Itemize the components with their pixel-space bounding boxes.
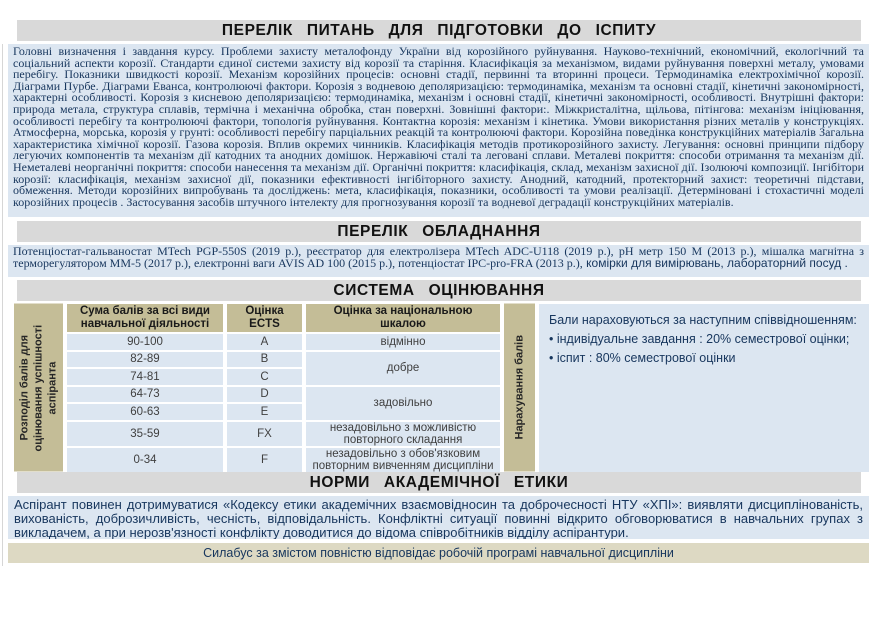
section-title-assessment [17, 280, 861, 301]
section-title-exam-questions [17, 20, 861, 41]
section-title-text: НОРМИ АКАДЕМІЧНОЇ ЕТИКИ [309, 473, 569, 491]
table-cell-range: 64-73 [67, 387, 223, 403]
scoring-item: • іспит : 80% семестрової оцінки [549, 349, 859, 368]
exam-questions-paragraph: Головні визначення і завдання курсу. Проблеми захисту металофонду України від корозійного руйнування. Науково-технічний, економічний, екологічний та соціальний аспекти корозії. Стандарти єдиної системи захисту від корозії та старіння. Класифікація за механізмом, видами руйнування поверхні металу, умовами перебігу. Показники швидкості корозії. Механізм корозійних процесів: основні стадії, первинні та вторинні процеси. Термодинаміка електрохімічної корозії. Діаграми Пурбе. Діаграми Еванса, контролюючі фактори. Корозія з водневою деполяризацією: термодинаміка, механізм та основні стадії, кінетичні закономірності, характерні особливості. Корозія з кисневою деполяризацією: термодинаміка, механізм і основні стадії, кінетичні закономірності, особливості. Внутрішні фактори: природа метала, структура сплавів, термічна і механічна обробка, стан поверхні. Зовнішні фактори:. Міжкристалітна, щільова, пітінгова: механізм ініціювання, особливості перебігу та контролюючі фактори, топологія руйнування. Контактна корозія: механізм і кінетика. Умови використання різних металів у конструкціях. Атмосферна, морська, корозія у грунті: особливості перебігу парціальних реакцій та контролюючі фактори. Корозійна поведінка конструкційних матеріалів Загальна характеристика хімічної корозії. Газова корозія. Вплив окремих чинників. Класифікація методів протикорозійного захисту. Легування: основні принципи підбору легуючих компонентів та механізм дії катодних та анодних домішок. Нержавіючі сталі та леговані сплави. Металеві покриття: способи отримання та механізм дії. Неметалеві неорганічні покриття: способи нанесення та механізм дії. Органічні покриття: класифікація, склад, механізм захисної дії. Ізолюючі композиції. Інгібітори корозії: класифікація, механізм захисної дії, показники ефективності інгібіторного захисту. Анодний, катодний, протекторний захист: теоретичні підстави, обмеження. Методи корозійних випробувань та досліджень: мета, класифікація, показники, особливості та умови реалізації. Детерміновані і стохастичні моделі корозійних процесів . Застосування засобів штучного інтелекту для прогнозування корозії та водневої деградації конструкційних матеріалів. [8, 44, 869, 217]
table-cell-ects: B [227, 352, 302, 368]
section-title-text: ПЕРЕЛІК ОБЛАДНАННЯ [337, 222, 541, 240]
table-cell-ects: A [227, 334, 302, 350]
table-right-vertical-label: Нарахування балів [504, 304, 535, 472]
table-cell-ects: C [227, 369, 302, 385]
table-cell-range: 0-34 [67, 448, 223, 472]
table-cell-range: 74-81 [67, 369, 223, 385]
section-title-text: СИСТЕМА ОЦІНЮВАННЯ [333, 281, 545, 299]
section-title-text: ПЕРЕЛІК ПИТАНЬ ДЛЯ ПІДГОТОВКИ ДО ІСПИТУ [221, 21, 657, 39]
page-left-border [2, 44, 3, 566]
table-cell-range: 60-63 [67, 404, 223, 420]
scoring-item: • індивідуальне завдання : 20% семестрової оцінки; [549, 330, 859, 349]
table-cell-national-scale: незадовільно з можливістю повторного складання [306, 422, 500, 446]
ethics-paragraph: Аспірант повинен дотримуватися «Кодексу етики академічних взаємовідносин та доброчесності НТУ «ХПІ»: виявляти дисциплінованість, вихованість, доброзичливість, чесність, відповідальність. Конфліктні ситуації повинні відкрито обговорюватися в навчальних групах з викладачем, а при нерозв'язності конфлікту доводитися до відома співробітників відділу аспірантури. [8, 496, 869, 539]
table-cell-range: 35-59 [67, 422, 223, 446]
table-cell-ects: D [227, 387, 302, 403]
grading-table [14, 304, 869, 472]
equipment-text-main: Потенціостат-гальваностат MTech PGP-550S (2019 р.), реєстратор для електролізера MTech ADC-U118 (2019 р.), рН метр 150 М (2013 р.), мішалка магнітна з терморегулятором ММ-5 (2017 р.), електронні ваги AVIS AD 100 (2015 р.), потенціостат IPC-pro-FRA (2013 р.), [13, 245, 864, 270]
table-cell-range: 90-100 [67, 334, 223, 350]
table-cell-national-scale: задовільно [306, 387, 500, 420]
equipment-paragraph [8, 245, 869, 277]
table-cell-national-scale: відмінно [306, 334, 500, 350]
scoring-heading: Бали нараховуються за наступним співвідношенням: [549, 313, 857, 327]
column-header-sum: Сума балів за всі види навчальної діяльності [67, 304, 223, 332]
equipment-text-tail: комірки для вимірювань, лабораторний посуд . [582, 255, 848, 270]
section-title-ethics [17, 472, 861, 493]
table-cell-national-scale: добре [306, 352, 500, 385]
column-header-national: Оцінка за національною шкалою [306, 304, 500, 332]
table-cell-ects: F [227, 448, 302, 472]
table-cell-national-scale: незадовільно з обов'язковим повторним вивченням дисципліни [306, 448, 500, 472]
column-header-ects: Оцінка ECTS [227, 304, 302, 332]
section-title-equipment [17, 221, 861, 242]
scoring-rules-box [539, 304, 869, 472]
table-cell-ects: E [227, 404, 302, 420]
table-cell-range: 82-89 [67, 352, 223, 368]
footer-note: Силабус за змістом повністю відповідає робочій програмі навчальної дисципліни [8, 543, 869, 563]
table-cell-ects: FX [227, 422, 302, 446]
table-left-vertical-label: Розподіл балів для оцінювання успішності аспіранта [14, 304, 63, 472]
